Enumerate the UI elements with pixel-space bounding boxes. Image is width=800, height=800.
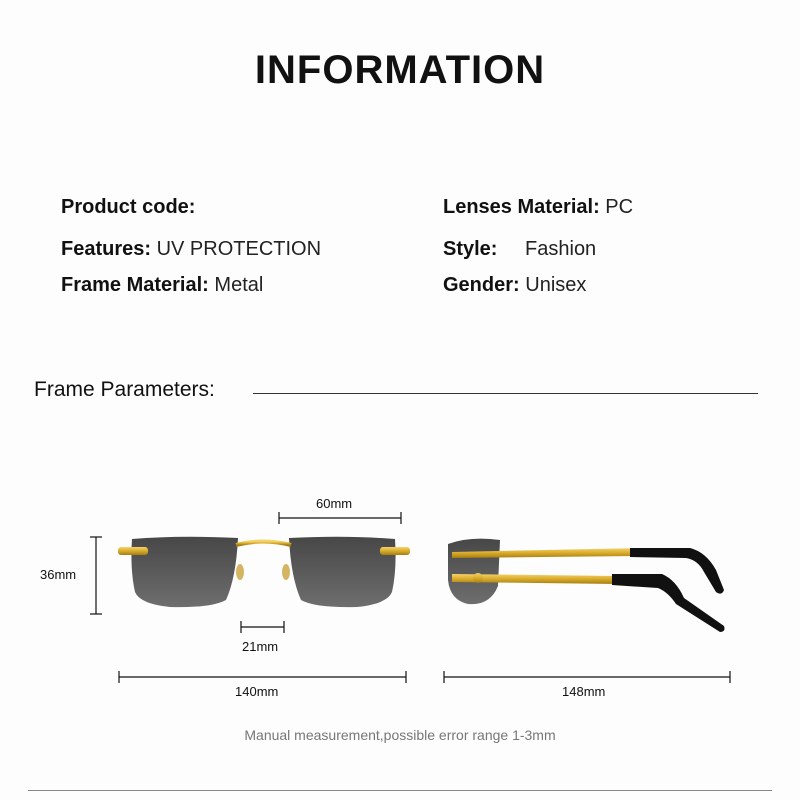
- measurement-note: Manual measurement,possible error range 1-3mm: [244, 727, 556, 743]
- spec-label: Product code:: [61, 196, 196, 218]
- side-view-glasses: [448, 539, 725, 632]
- lower-temple-tip: [612, 574, 725, 632]
- dim-bridge-width: [241, 621, 284, 633]
- frame-width-label: 140mm: [235, 684, 279, 699]
- dim-lens-width: [279, 512, 401, 524]
- spec-label: Gender:: [443, 274, 520, 296]
- side-lens: [448, 539, 500, 605]
- page-title: INFORMATION: [254, 48, 546, 92]
- dim-temple-length: [444, 671, 730, 683]
- bottom-divider: [28, 790, 772, 791]
- right-lens: [289, 537, 396, 607]
- left-nose-pad: [236, 564, 244, 580]
- bridge: [236, 542, 291, 546]
- lens-width-label: 60mm: [316, 496, 353, 511]
- lens-height-label: 36mm: [40, 567, 77, 582]
- spec-label: Features:: [61, 238, 152, 260]
- left-lens: [131, 537, 238, 607]
- temple-length-label: 148mm: [562, 684, 606, 699]
- front-view-glasses: [118, 537, 410, 607]
- dim-frame-width: [119, 671, 406, 683]
- side-hinge-screw: [473, 573, 483, 583]
- spec-label: Style:: [443, 238, 498, 260]
- spec-value: UV PROTECTION: [156, 238, 322, 260]
- frame-parameters-label: Frame Parameters:: [34, 378, 215, 401]
- dim-lens-height: [90, 537, 102, 614]
- right-hinge: [380, 547, 410, 555]
- left-hinge: [118, 547, 148, 555]
- right-nose-pad: [282, 564, 290, 580]
- bridge-width-label: 21mm: [242, 639, 279, 654]
- spec-value: Metal: [214, 274, 264, 296]
- spec-value: Unisex: [525, 274, 587, 296]
- spec-value: Fashion: [525, 238, 597, 260]
- spec-label: Lenses Material:: [443, 196, 600, 218]
- spec-value: PC: [605, 196, 634, 218]
- spec-label: Frame Material:: [61, 274, 209, 296]
